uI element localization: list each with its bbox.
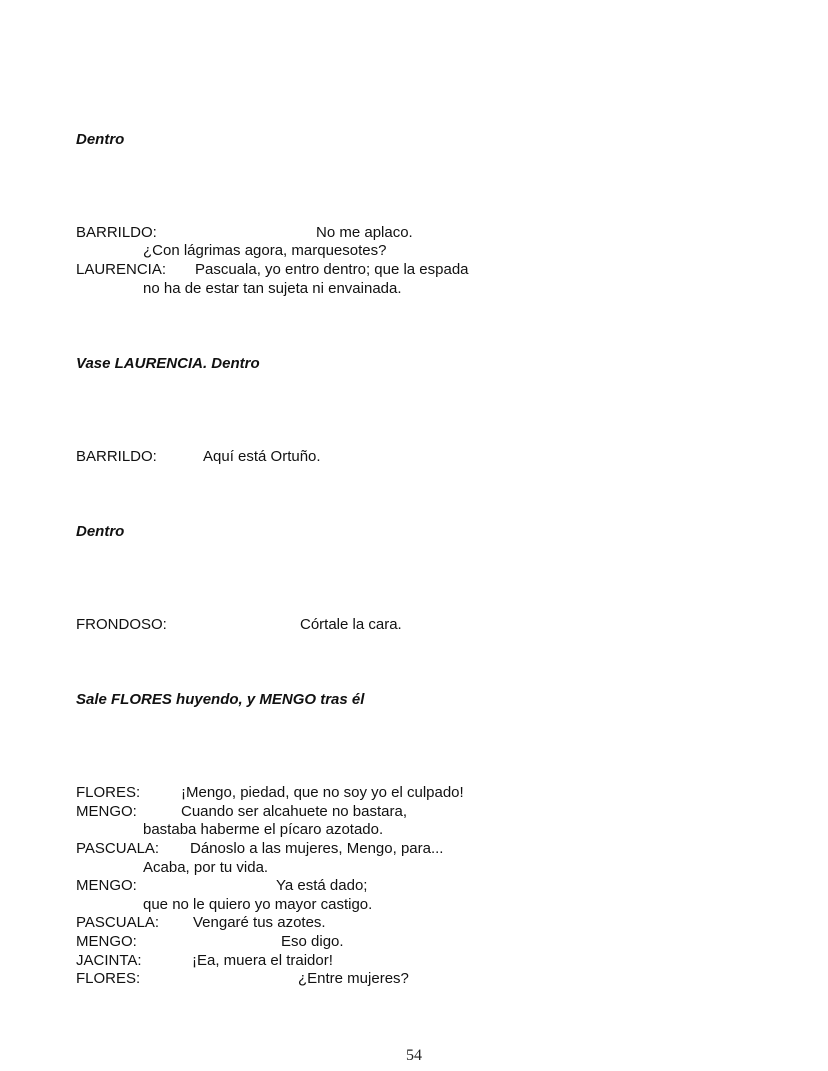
verse-text: Ya está dado; — [276, 877, 368, 894]
verse-text: ¡Mengo, piedad, que no soy yo el culpado! — [181, 784, 464, 801]
speaker-name: FRONDOSO: — [76, 616, 167, 633]
stage-direction: Vase LAURENCIA. Dentro — [76, 355, 260, 372]
speaker-name: FLORES: — [76, 784, 141, 801]
verse-text: ¿Entre mujeres? — [298, 970, 409, 987]
speaker-name: PASCUALA: — [76, 914, 160, 931]
verse-text: ¡Ea, muera el traidor! — [192, 952, 333, 969]
page-number: 54 — [406, 1047, 422, 1064]
speaker-name: BARRILDO: — [76, 448, 157, 465]
verse-text: Eso digo. — [281, 933, 344, 950]
verse-text: No me aplaco. — [316, 224, 413, 241]
speaker-name: MENGO: — [76, 803, 137, 820]
speaker-name: BARRILDO: — [76, 224, 157, 241]
stage-direction: Sale FLORES huyendo, y MENGO tras él — [76, 691, 365, 708]
verse-continuation: que no le quiero yo mayor castigo. — [143, 896, 373, 913]
verse-continuation: no ha de estar tan sujeta ni envainada. — [143, 280, 402, 297]
speaker-name: JACINTA: — [76, 952, 142, 969]
verse-text: Aquí está Ortuño. — [203, 448, 321, 465]
speaker-name: LAURENCIA: — [76, 261, 167, 278]
verse-continuation: bastaba haberme el pícaro azotado. — [143, 821, 384, 838]
verse-text: Vengaré tus azotes. — [193, 914, 326, 931]
verse-text: Cuando ser alcahuete no bastara, — [181, 803, 407, 820]
speaker-name: FLORES: — [76, 970, 141, 987]
stage-direction: Dentro — [76, 523, 125, 540]
verse-continuation: ¿Con lágrimas agora, marquesotes? — [143, 242, 387, 259]
verse-text: Córtale la cara. — [300, 616, 402, 633]
verse-continuation: Acaba, por tu vida. — [143, 859, 269, 876]
stage-direction: Dentro — [76, 131, 125, 148]
speaker-name: MENGO: — [76, 877, 137, 894]
speaker-name: MENGO: — [76, 933, 137, 950]
speaker-name: PASCUALA: — [76, 840, 160, 857]
verse-text: Dánoslo a las mujeres, Mengo, para... — [190, 840, 444, 857]
verse-text: Pascuala, yo entro dentro; que la espada — [195, 261, 469, 278]
